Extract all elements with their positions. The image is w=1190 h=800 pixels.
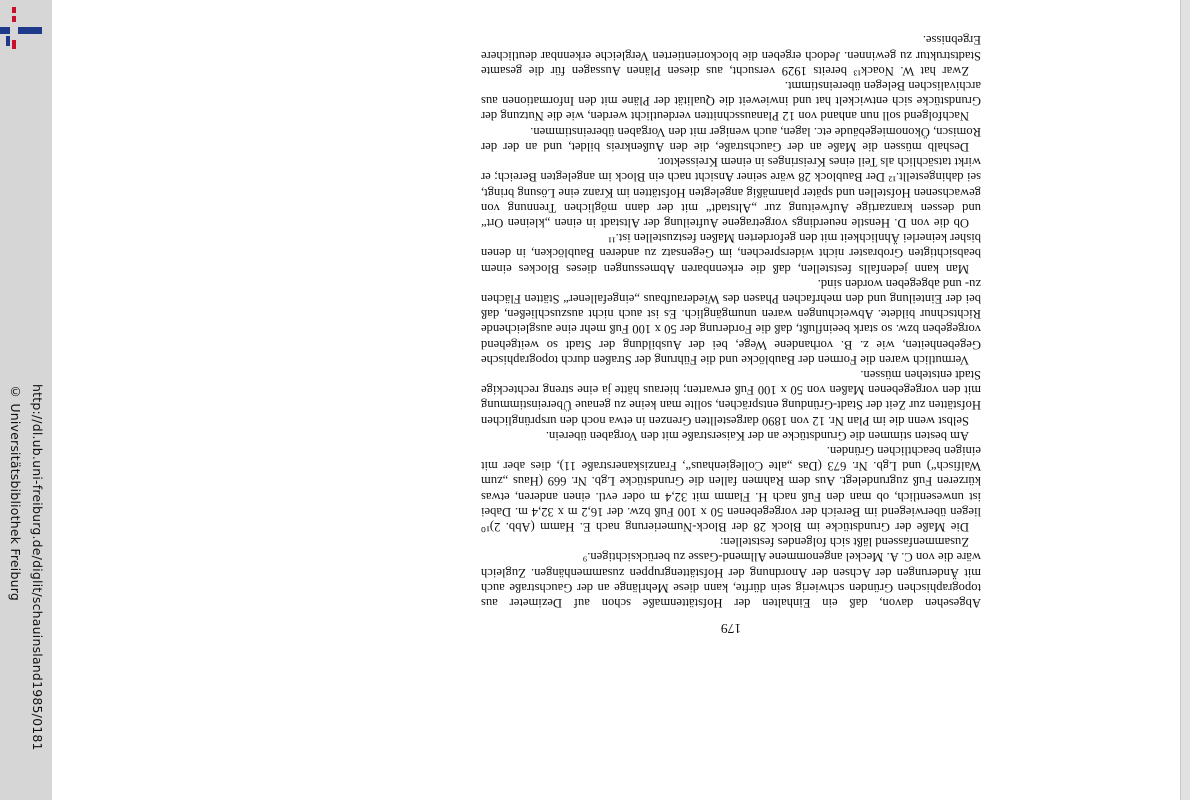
paragraph: Nachfolgend soll nun anhand von 12 Planausschnitten verdeutlicht werden, wie die Nutzung der Grundstücke sich entwickelt hat und inwieweit die Qualität der Pläne mit den Informationen aus archivalischen Belegen übereinstimmt.: [481, 79, 981, 124]
paragraph: Abgesehen davon, daß ein Einhalten der Hofstättenmaße schon auf Dezimeter aus topographischen Gründen schwierig sein dürfte, kann diese Mehrlänge an der Gauchstraße auch mit Änderungen der Achsen der Anordnung der Hofstättengruppen zusammenhängen. Zugleich wäre die von C. A. Meckel angenommene Allmend-Gasse zu berücksichtigen.⁹: [481, 550, 981, 610]
viewer-sidebar: [0, 0, 52, 800]
page-scrollbar[interactable]: [1180, 0, 1190, 800]
source-url[interactable]: http://dl.ub.uni-freiburg.de/diglit/schauinsland1985/0181: [30, 384, 45, 751]
body-text: [481, 0, 981, 610]
paragraph: Vermutlich waren die Formen der Baublöcke und die Führung der Straßen durch topographische Gegebenheiten, wie z. B. vorhandene Wege, bei der Ausbildung der Stadt so weitgehend vorgegeben bzw. so stark beeinflußt, daß die Forderung der 50 x 100 Fuß mehr eine ausgleichende Richtschnur bildete. Abweichungen waren unumgänglich. Es ist auch nicht auszuschließen, daß bei der Einteilung und den mehrfachen Phasen des Wiederaufbaus „eingefallener“ Stätten Flächen zu- und abgegeben worden sind.: [481, 276, 981, 367]
paragraph: Zwar hat W. Noack¹³ bereits 1929 versucht, aus diesen Plänen Aussagen für die gesamte Stadtstruktur zu gewinnen. Jedoch ergeben die blockorientierten Vergleiche erkennbar deutlichere Ergebnisse.: [481, 33, 981, 78]
paragraph: Die Maße der Grundstücke im Block 28 der Block-Numerierung nach E. Hamm (Abb. 2)¹⁰ liegen überwiegend im Bereich der vorgegebenen 50 x 100 Fuß bzw. der 16,2 m x 32,4 m. Dabei ist unwesentlich, ob man den Fuß nach H. Flamm mit 32,4 m oder evtl. einen anderen, etwas kürzeren Fuß zugrundelegt. Aus dem Rahmen fallen die Grundstücke Lgb. Nr. 669 (Haus „zum Walfisch“) und Lgb. Nr. 673 (Das „alte Collegienhaus“, Franziskanerstraße 11), dies aber mit einigen beachtlichen Gründen.: [481, 443, 981, 534]
page-number: 179: [720, 621, 742, 636]
paragraph: Zusammenfassend läßt sich folgendes feststellen:: [719, 535, 969, 550]
rotated-page-content: [255, 33, 981, 640]
paragraph: Deshalb müssen die Maße an der Gauchstraße, die den Außenkreis bildet, und an der der Romiscn, Ökonomiegebäude etc. lagen, auch weniger mit den Vorgaben übereinstimmen.: [481, 124, 981, 154]
paragraph: Man kann jedenfalls feststellen, daß die erkennbaren Abmessungen dieses Blockes einem beabsichtigten Grobraster nicht widersprechen, im Gegensatz zu anderen Baublöcken, in denen bisher keinerlei Ähnlichkeit mit den geforderten Maßen festzustellen ist.¹¹: [481, 231, 981, 276]
paragraph: Ob die von D. Henstle neuerdings vorgetragene Aufteilung der Altstadt in einen „kleinen Ort“ und dessen kranzartige Aufweitung zur „Altstadt“ mit der dann möglichen Trennung von gewachsenen Hofstellen und später planmäßig angelegten Hofstätten im Kranz eine Lösung bringt, sei dahingestellt.¹² Der Baublock 28 wäre seiner Ansicht nach ein Block im angelegten Bereich; er wirkt tatsächlich als Teil eines Kreisringes in einem Kreissektor.: [481, 155, 981, 230]
paragraph: Am besten stimmen die Grundstücke an der Kaiserstraße mit den Vorgaben überein.: [545, 428, 969, 443]
paragraph: Selbst wenn die im Plan Nr. 12 von 1890 dargestellten Grenzen in etwa noch den ursprünglichen Hofstätten zur Zeit der Stadt-Gründung entsprächen, sollte man keine zu genaue Übereinstimmung mit den vorgegebenen Maßen von 50 x 100 Fuß erwarten; hieraus hätte ja eine streng rechteckige Stadt entstehen müssen.: [481, 367, 981, 428]
university-logo-icon: [0, 6, 46, 52]
source-caption: [2, 384, 48, 788]
copyright-notice: © Universitätsbibliothek Freiburg: [8, 384, 23, 601]
